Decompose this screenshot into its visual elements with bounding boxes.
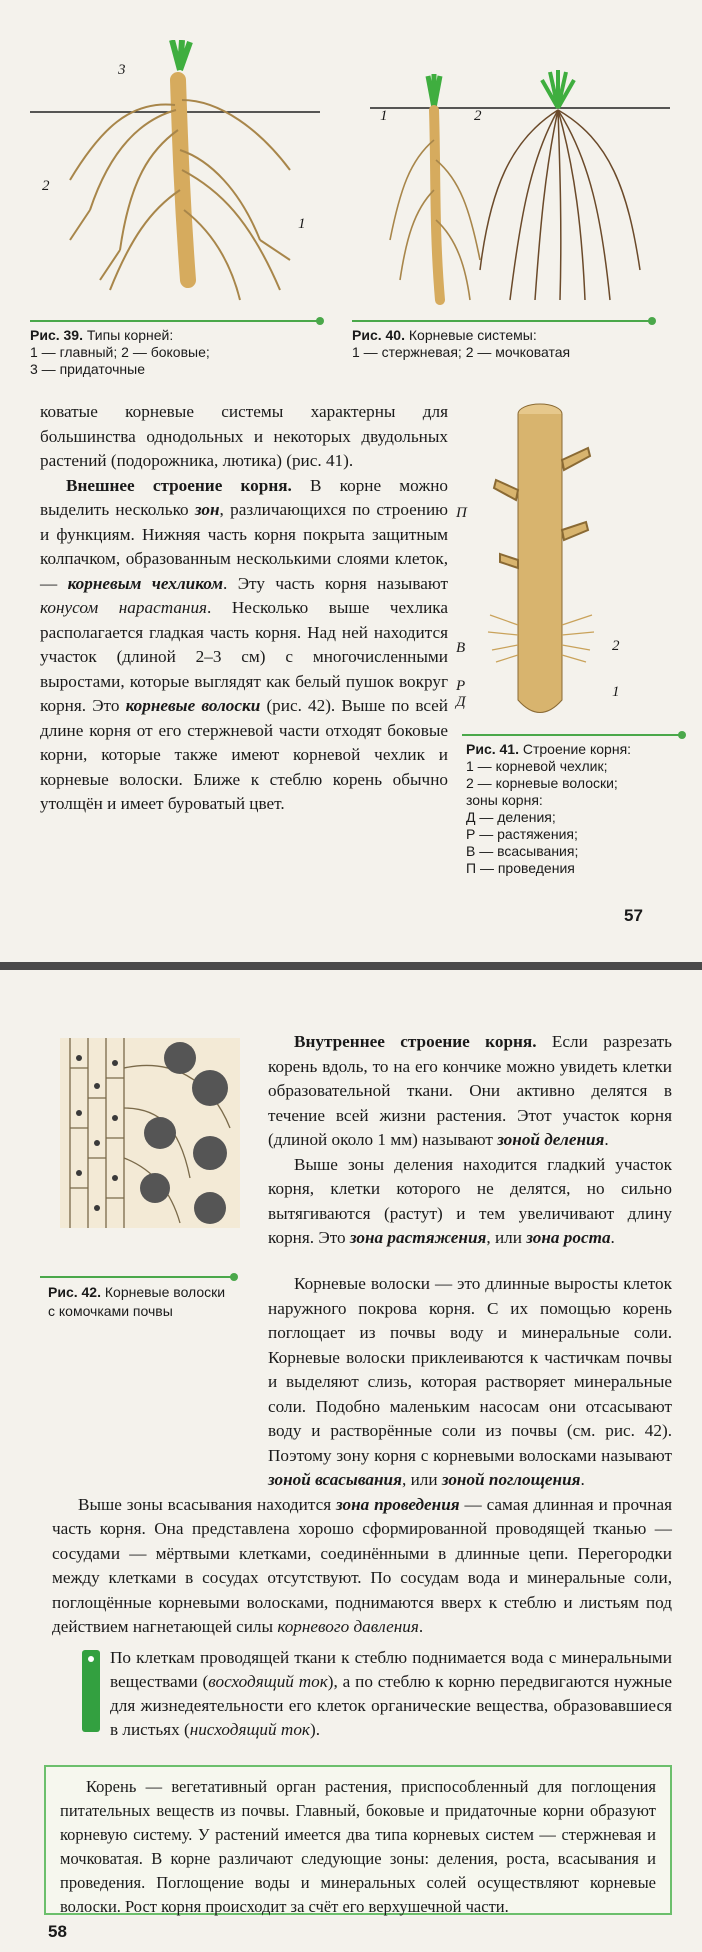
fig40-caption: [352, 327, 672, 361]
page-number-57: 57: [624, 906, 643, 925]
fig41-legend-0: 1 — корневой чехлик;: [466, 758, 608, 774]
fig39-caption-rule: [30, 320, 320, 322]
fig39-label-2: 2: [42, 178, 50, 194]
fig39-caption-title: Рис. 39.: [30, 327, 83, 343]
term-uptake-zone: зоной поглощения: [441, 1470, 581, 1489]
page58-paragraph-2: Выше зоны деления находится гладкий участок корня, клетки которого не делятся, но сильно вытягиваются (растут) и тем увеличивают длину корня. Это зона растяжения, или зона роста.: [268, 1154, 672, 1247]
page58-paragraph-4: Выше зоны всасывания находится зона проведения — самая длинная и прочная часть корня. Она представлена хорошо сформированной проводящей тканью — сосудами — мёртвыми клетками, соединёнными в длинные цепи. Перегородки между клетками в сосудах отсутствуют. По сосудам вода и минеральные соли, поглощённые корневыми волосками, поднимаются вверх к стеблю и листьям под действием нагнетающей силы корневого давления.: [52, 1494, 672, 1636]
fig39-caption-line3: 3 — придаточные: [30, 361, 146, 377]
fig39-caption-line2: 1 — главный; 2 — боковые;: [30, 344, 210, 360]
fig41-label-1: 1: [612, 684, 620, 700]
page-58: [0, 970, 702, 1952]
summary-text: Корень — вегетативный орган растения, приспособленный для поглощения питательных веществ из почвы. Главный, боковые и придаточные корни образуют корневую систему. У растений имеется два типа корневых систем — стержневая и мочковатая. В корне различают следующие зоны: деления, роста, всасывания и проведения. Поглощение воды и минеральных солей осуществляют корневые волоски. Рост корня происходит за счёт его верхушечной части.: [60, 1777, 656, 1916]
fig41-legend-6: П — проведения: [466, 860, 575, 876]
page58-body-text-wide: [52, 1272, 672, 1640]
page57-paragraph-1: коватые корневые системы характерны для большинства однодольных и некоторых двудольных растений (подорожника, лютика) (рис. 41).: [40, 402, 448, 470]
fig41-label-P: П: [456, 505, 467, 521]
fig40-label-2: 2: [474, 108, 482, 124]
figure-39-root-types: [30, 40, 320, 310]
fig41-caption-rule: [462, 734, 682, 736]
fig41-caption: [466, 741, 686, 877]
fig41-label-2: 2: [612, 638, 620, 654]
term-ascending-flow: восходящий ток: [208, 1672, 328, 1691]
fig40-label-1: 1: [380, 108, 388, 124]
external-structure-heading: Внешнее строение корня.: [66, 475, 292, 495]
page58-paragraph-5: По клеткам проводящей ткани к стеблю поднимается вода с минеральными веществами (восходящий ток), а по стеблю к корню передвигаются нужные для жизнедеятельности его клеток органические вещества, образовавшиеся в листьях (нисходящий ток).: [110, 1648, 672, 1739]
term-zones: зон: [194, 500, 220, 519]
fig41-legend-1: 2 — корневые волоски;: [466, 775, 618, 791]
fig40-caption-rule: [352, 320, 652, 322]
fig41-caption-title: Рис. 41.: [466, 741, 519, 757]
term-growth-zone: зона роста: [526, 1228, 611, 1247]
figure-41-root-structure: [470, 400, 660, 720]
page57-paragraph-2: Внешнее строение корня. В корне можно выделить несколько зон, различающихся по строению и функциям. Нижняя часть корня покрыта защитным колпачком, образованным несколькими слоями клеток, — корневым чехликом. Эту часть корня называют конусом нарастания. Несколько выше чехлика располагается гладкая часть корня. Над ней находится участок (длиной 2–3 см) с многочисленными выростами, которые выглядят как белый пушок вокруг корня. Это корневые волоски (рис. 42). Выше по всей длине корня от его стержневой части отходят боковые корни, которые также имеют корневой чехлик и корневые волоски. Ближе к стеблю корень обычно утолщён и имеет буроватый цвет.: [40, 475, 448, 813]
page58-paragraph-3: Корневые волоски — это длинные выросты клеток наружного покрова корня. С их помощью корень поглощает из почвы воду и минеральные соли. Корневые волоски приклеиваются к частичкам почвы и выделяют слизь, которая растворяет минеральные соли. Подобно маленьким насосам они отсасывают воду и растворённые соли из почвы (см. рис. 42). Поэтому зону корня с корневыми волосками называют зоной всасывания, или зоной поглощения.: [268, 1274, 672, 1489]
fig39-label-3: 3: [118, 62, 126, 78]
fig41-label-V: В: [456, 640, 466, 656]
term-division-zone: зоной деления: [497, 1130, 605, 1149]
term-absorption-zone: зоной всасывания: [268, 1470, 402, 1489]
fig39-caption: [30, 327, 330, 378]
fig41-legend-4: Р — растяжения;: [466, 826, 578, 842]
fig41-legend-5: В — всасывания;: [466, 843, 579, 859]
fig41-caption-text: Строение корня:: [522, 741, 632, 757]
page58-body-text-column: [268, 1030, 672, 1251]
term-growth-cone: конусом нарастания: [40, 598, 208, 617]
term-root-pressure: корневого давления: [277, 1617, 419, 1636]
fig42-caption-text: Корневые волоски с комочками почвы: [48, 1284, 226, 1319]
page58-paragraph-1: Внутреннее строение корня. Если разрезать корень вдоль, то на его кончике можно увидеть клетки образовательной ткани. Они активно делятся в течение всей жизни растения. Этот участок корня (длиной около 1 мм) называют зоной деления.: [268, 1032, 672, 1149]
fig42-caption-title: Рис. 42.: [48, 1284, 101, 1300]
term-root-cap: корневым чехликом: [67, 573, 223, 593]
fig41-legend-2: зоны корня:: [466, 792, 543, 808]
fig41-label-D: Д: [456, 694, 466, 710]
page-57: [0, 0, 702, 962]
fig41-label-R: Р: [456, 678, 466, 694]
highlight-bar: [82, 1650, 100, 1732]
term-conduction-zone: зона проведения: [336, 1494, 460, 1514]
page57-body-text: [40, 400, 448, 817]
fig40-caption-line2: 1 — стержневая; 2 — мочковатая: [352, 344, 571, 360]
fig40-caption-title: Рис. 40.: [352, 327, 405, 343]
term-elongation-zone: зона растяжения: [349, 1228, 487, 1247]
term-root-hairs: корневые волоски: [125, 696, 261, 715]
fig39-caption-text: Типы корней:: [86, 327, 174, 343]
internal-structure-heading: Внутреннее строение корня.: [294, 1032, 537, 1051]
fig39-label-1: 1: [298, 216, 306, 232]
term-descending-flow: нисходящий ток: [189, 1720, 310, 1739]
figure-40-root-systems: [370, 70, 670, 310]
figure-42-root-hairs-soil: [60, 1038, 240, 1228]
page-number-58: 58: [48, 1922, 67, 1941]
fig40-caption-text: Корневые системы:: [408, 327, 537, 343]
fig41-legend-3: Д — деления;: [466, 809, 556, 825]
chapter-summary-box: [44, 1765, 672, 1915]
